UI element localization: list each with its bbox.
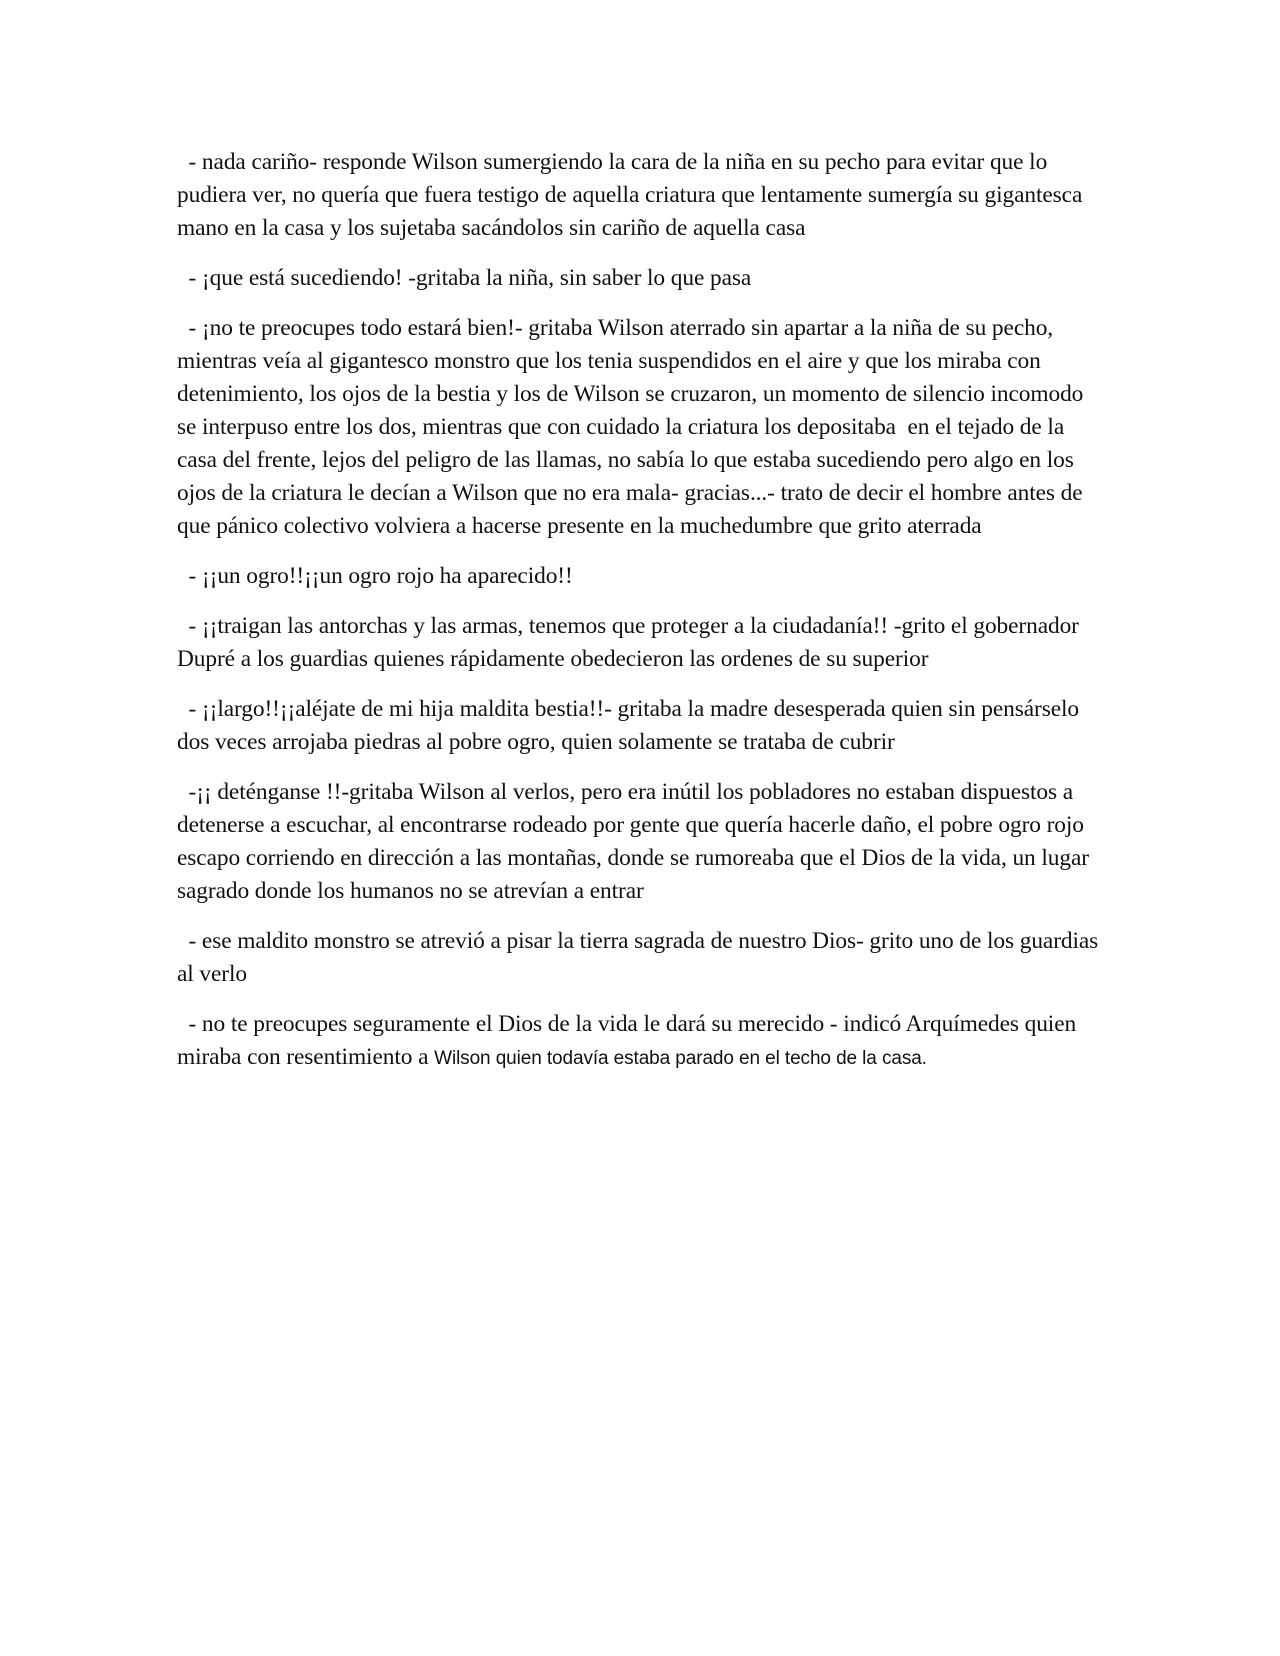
paragraph-8: - ese maldito monstro se atrevió a pisar la tierra sagrada de nuestro Dios- grito uno de los guardias al verlo: [177, 928, 1104, 987]
paragraph-9: [177, 1008, 1107, 1075]
paragraph-1: - nada cariño- responde Wilson sumergiendo la cara de la niña en su pecho para evitar que lo pudiera ver, no quería que fuera testigo de aquella criatura que lentamente sumergía su gigantesca mano en la casa y los sujetaba sacándolos sin cariño de aquella casa: [177, 149, 1088, 241]
paragraph-3: - ¡no te preocupes todo estará bien!- gritaba Wilson aterrado sin apartar a la niña de su pecho, mientras veía al gigantesco monstro que los tenia suspendidos en el aire y que los miraba con detenimiento, los ojos de la bestia y los de Wilson se cruzaron, un momento de silencio incomodo se interpuso entre los dos, mientras que con cuidado la criatura los depositaba en el tejado de la casa del frente, lejos del peligro de las llamas, no sabía lo que estaba sucediendo pero algo en los ojos de la criatura le decían a Wilson que no era mala- gracias...- trato de decir el hombre antes de que pánico colectivo volviera a hacerse presente en la muchedumbre que grito aterrada: [177, 315, 1090, 539]
paragraph-9-serif-text: - no te preocupes seguramente el Dios de la vida le dará su merecido - indicó Arquímedes quien miraba con resentimiento a: [177, 1011, 1082, 1070]
paragraph-4: - ¡¡un ogro!!¡¡un ogro rojo ha aparecido!!: [177, 563, 573, 589]
story-text: [177, 146, 1107, 1092]
paragraph-5: - ¡¡traigan las antorchas y las armas, tenemos que proteger a la ciudadanía!! -grito el gobernador Dupré a los guardias quienes rápidamente obedecieron las ordenes de su superior: [177, 613, 1085, 672]
paragraph-2: - ¡que está sucediendo! -gritaba la niña, sin saber lo que pasa: [177, 265, 752, 291]
paragraph-6: - ¡¡largo!!¡¡aléjate de mi hija maldita bestia!!- gritaba la madre desesperada quien sin pensárselo dos veces arrojaba piedras al pobre ogro, quien solamente se trataba de cubrir: [177, 696, 1085, 755]
paragraph-7: -¡¡ deténganse !!-gritaba Wilson al verlos, pero era inútil los pobladores no estaban dispuestos a detenerse a escuchar, al encontrarse rodeado por gente que quería hacerle daño, el pobre ogro rojo escapo corriendo en dirección a las montañas, donde se rumoreaba que el Dios de la vida, un lugar sagrado donde los humanos no se atrevían a entrar: [177, 779, 1095, 904]
paragraph-9-sans-text: Wilson quien todavía estaba parado en el techo de la casa.: [434, 1048, 927, 1069]
